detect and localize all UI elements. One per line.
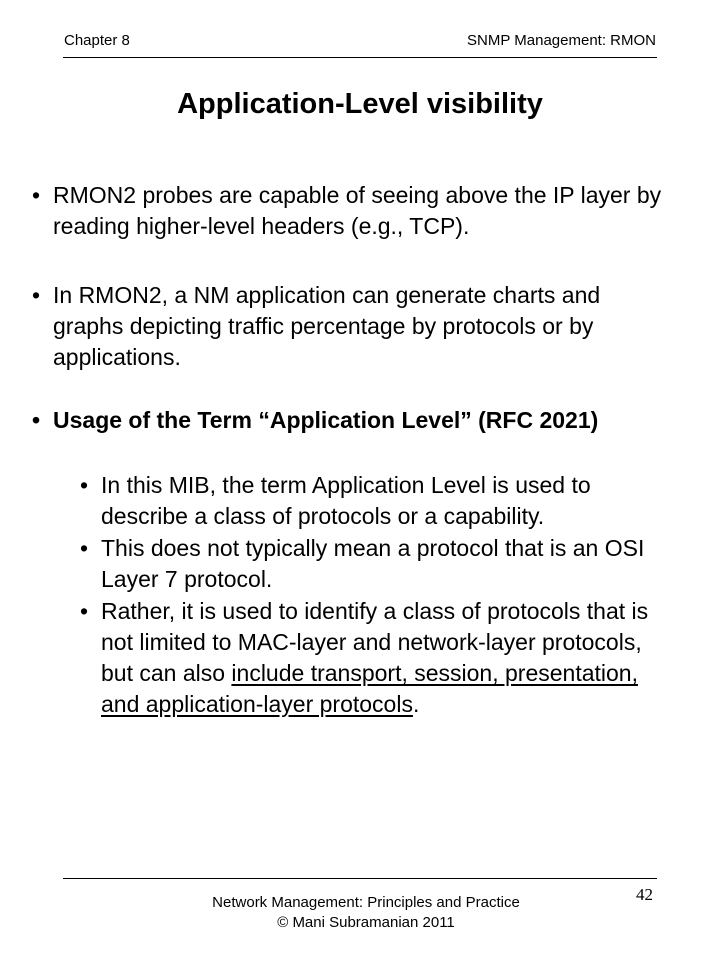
- bullet-marker: •: [32, 282, 41, 308]
- bullet-text: Rather, it is used to identify a class of protocols that is not limited to MAC-layer and network-layer protocols, but can also: [101, 598, 649, 686]
- slide-title: Application-Level visibility: [177, 88, 543, 120]
- footer-copyright: © Mani Subramanian 2011: [277, 914, 455, 931]
- footer-book-title: Network Management: Principles and Practice: [212, 894, 520, 911]
- subbullet-osi-layer: [80, 533, 673, 595]
- underlined-protocols-text: include transport, session, presentation, and application-layer protocols: [101, 660, 638, 717]
- footer-divider: [63, 878, 657, 879]
- subbullet-term-definition: [80, 470, 673, 532]
- bullet-probes: [32, 180, 673, 242]
- bullet-marker: •: [80, 598, 89, 624]
- bullet-text: RMON2 probes are capable of seeing above the IP layer by reading higher-level headers (e.g., TCP).: [53, 182, 662, 239]
- bullet-text: In this MIB, the term Application Level is used to describe a class of protocols or a capability.: [101, 472, 591, 529]
- header-topic: SNMP Management: RMON: [467, 32, 656, 49]
- header-divider: [63, 57, 657, 58]
- bullet-text: Usage of the Term “Application Level” (RFC 2021): [53, 407, 599, 433]
- bullet-nm-application: [32, 280, 673, 373]
- bullet-text: This does not typically mean a protocol that is an OSI Layer 7 protocol.: [101, 535, 645, 592]
- header-chapter: Chapter 8: [64, 32, 130, 49]
- bullet-text: In RMON2, a NM application can generate charts and graphs depicting traffic percentage by protocols or by applications.: [53, 282, 601, 370]
- footer-credits: [0, 893, 720, 933]
- bullet-usage-heading: [32, 405, 673, 436]
- page-number: 42: [636, 885, 653, 904]
- bullet-marker: •: [80, 535, 89, 561]
- subbullet-class-of-protocols: [80, 596, 673, 720]
- bullet-text-end: .: [412, 691, 420, 717]
- bullet-marker: •: [32, 407, 41, 433]
- bullet-marker: •: [80, 472, 89, 498]
- bullet-marker: •: [32, 182, 41, 208]
